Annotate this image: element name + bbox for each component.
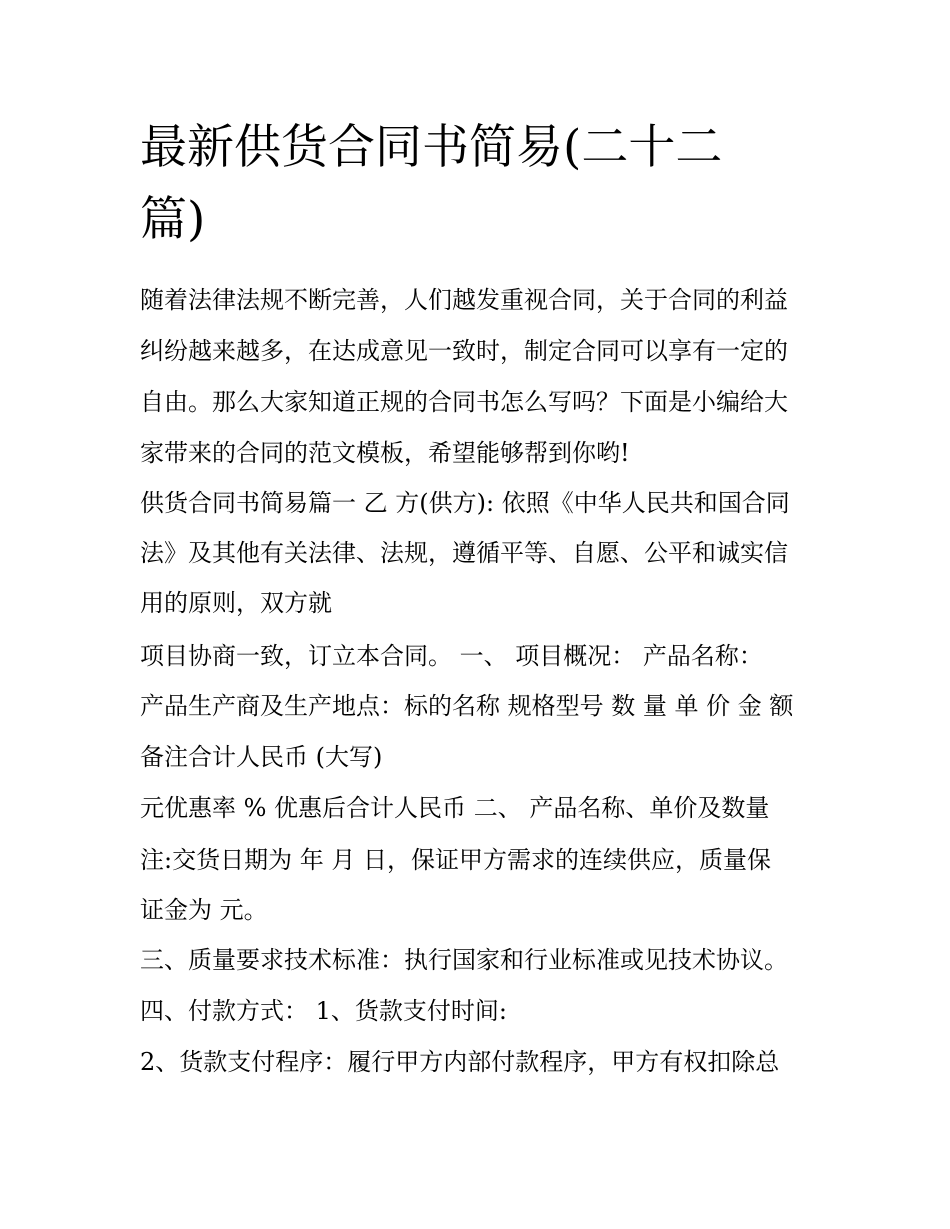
- body-line-7: 用的原则，双方就: [140, 589, 332, 617]
- title-line-2: 篇): [140, 192, 206, 247]
- body-line-9: 产品生产商及生产地点：标的名称 规格型号 数 量 单 价 金 额: [140, 692, 794, 720]
- body-line-2: 纠纷越来越多，在达成意见一致时，制定合同可以享有一定的: [140, 337, 788, 365]
- body-line-10: 备注合计人民币 (大写): [140, 743, 383, 771]
- body-line-13: 证金为 元。: [140, 896, 268, 924]
- body-line-12: 注:交货日期为 年 月 日，保证甲方需求的连续供应，质量保: [140, 846, 771, 874]
- body-line-6: 法》及其他有关法律、法规，遵循平等、自愿、公平和诚实信: [140, 539, 788, 567]
- title-line-1: 最新供货合同书简易(二十二: [140, 120, 723, 175]
- body-line-8: 项目协商一致，订立本合同。 一、 项目概况： 产品名称：: [140, 642, 763, 670]
- body-line-16: 2、货款支付程序：履行甲方内部付款程序，甲方有权扣除总: [140, 1048, 780, 1076]
- body-line-14: 三、质量要求技术标准：执行国家和行业标准或见技术协议。: [140, 946, 788, 974]
- body-line-1: 随着法律法规不断完善，人们越发重视合同，关于合同的利益: [140, 286, 788, 314]
- document-title: [140, 112, 820, 256]
- body-line-15: 四、付款方式： 1、货款支付时间:: [140, 997, 507, 1025]
- body-line-11: 元优惠率 % 优惠后合计人民币 二、 产品名称、单价及数量: [140, 794, 770, 822]
- body-line-3: 自由。那么大家知道正规的合同书怎么写吗？下面是小编给大: [140, 388, 788, 416]
- body-line-5: 供货合同书简易篇一 乙 方(供方): 依照《中华人民共和国合同: [140, 489, 790, 517]
- body-line-4: 家带来的合同的范文模板，希望能够帮到你哟!: [140, 439, 630, 467]
